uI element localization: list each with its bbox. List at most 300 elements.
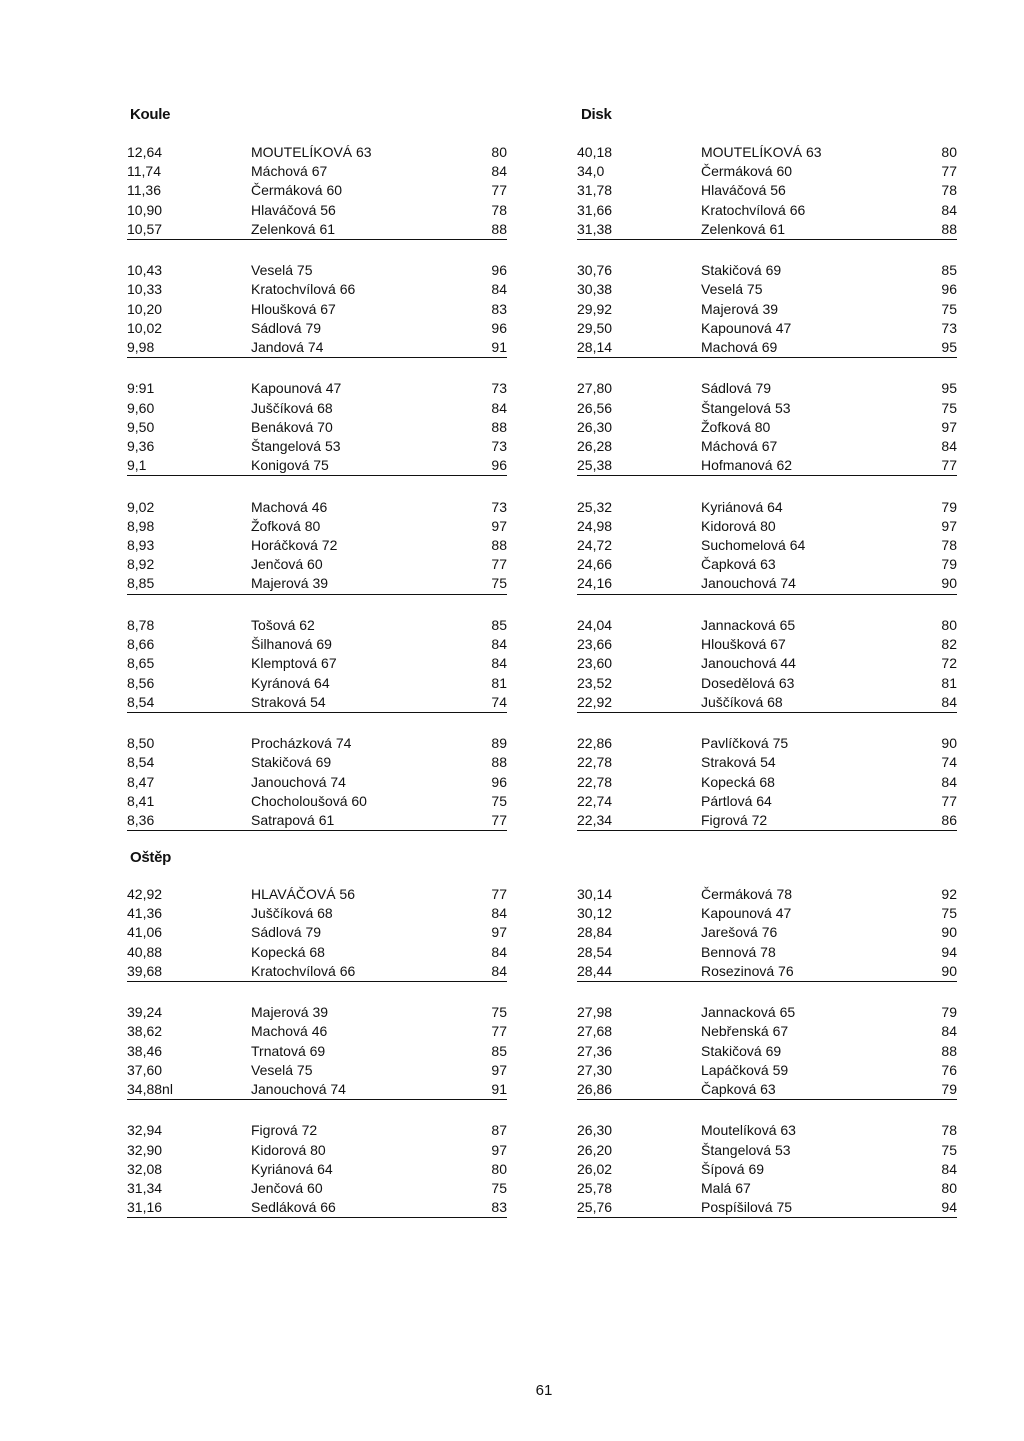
result-row (127, 1179, 507, 1198)
result-row (577, 418, 957, 437)
athlete-name: Stakičová 69 (701, 262, 782, 279)
score-value: 84 (941, 773, 957, 790)
result-row (577, 943, 957, 962)
result-row (127, 220, 507, 240)
result-row (577, 300, 957, 319)
result-row (577, 1141, 957, 1160)
result-row (577, 674, 957, 693)
result-row (127, 379, 507, 398)
athlete-name: Straková 54 (251, 693, 326, 710)
result-row (127, 693, 507, 713)
athlete-name: Majerová 39 (251, 1004, 329, 1021)
athlete-name: Čapková 63 (701, 1080, 776, 1097)
score-value: 80 (941, 144, 957, 160)
score-value: 79 (941, 1080, 957, 1097)
result-value: 24,16 (577, 575, 613, 592)
result-row (577, 1160, 957, 1179)
result-value: 22,92 (577, 693, 613, 710)
result-value: 34,0 (577, 163, 605, 180)
score-value: 97 (941, 517, 957, 534)
athlete-name: Šilhanová 69 (251, 636, 332, 653)
result-row (577, 261, 957, 280)
result-row (127, 498, 507, 517)
result-row (127, 399, 507, 418)
result-row (127, 555, 507, 574)
result-row (127, 517, 507, 536)
athlete-name: Pártlová 64 (701, 792, 772, 809)
result-value: 31,34 (127, 1180, 163, 1197)
athlete-name: Jannacková 65 (701, 1004, 796, 1021)
result-value: 32,08 (127, 1160, 163, 1177)
koule-results-table (127, 143, 507, 831)
score-value: 88 (941, 220, 957, 237)
score-value: 84 (491, 163, 507, 180)
result-group (127, 616, 507, 713)
athlete-name: Pavlíčková 75 (701, 735, 789, 752)
result-row (577, 437, 957, 456)
result-row (577, 517, 957, 536)
result-row (577, 734, 957, 753)
athlete-name: Majerová 39 (251, 575, 329, 592)
athlete-name: Stakičová 69 (251, 754, 332, 771)
athlete-name: Chocholoušová 60 (251, 792, 367, 809)
athlete-name: Horáčková 72 (251, 537, 338, 554)
result-value: 30,14 (577, 886, 613, 902)
result-value: 26,86 (577, 1080, 613, 1097)
result-value: 25,32 (577, 498, 613, 515)
athlete-name: Benáková 70 (251, 418, 333, 435)
result-row (577, 201, 957, 220)
result-row (127, 962, 507, 982)
result-value: 11,36 (127, 182, 161, 199)
result-value: 10,02 (127, 319, 163, 336)
result-value: 28,54 (577, 943, 613, 960)
score-value: 90 (941, 735, 957, 752)
athlete-name: Kopecká 68 (701, 773, 775, 790)
result-row (127, 1121, 507, 1140)
result-row (577, 1042, 957, 1061)
score-value: 73 (491, 380, 507, 397)
score-value: 84 (491, 655, 507, 672)
result-row (577, 319, 957, 338)
result-row (577, 773, 957, 792)
athlete-name: Janouchová 74 (701, 575, 796, 592)
result-value: 31,66 (577, 201, 613, 218)
result-value: 23,60 (577, 655, 613, 672)
result-value: 8,65 (127, 655, 155, 672)
result-row (127, 734, 507, 753)
athlete-name: Veselá 75 (251, 262, 313, 279)
result-row (127, 1061, 507, 1080)
result-value: 26,30 (577, 1122, 613, 1139)
athlete-name: Štangelová 53 (251, 438, 341, 455)
result-value: 10,90 (127, 201, 163, 218)
score-value: 97 (491, 1141, 507, 1158)
result-row (127, 280, 507, 299)
athlete-name: Kidorová 80 (701, 517, 776, 534)
athlete-name: MOUTELÍKOVÁ 63 (251, 144, 372, 160)
score-value: 74 (491, 693, 507, 710)
result-value: 9,1 (127, 457, 147, 474)
athlete-name: Rosezinová 76 (701, 962, 794, 979)
result-group (127, 143, 507, 240)
athlete-name: Figrová 72 (251, 1122, 318, 1139)
result-value: 27,68 (577, 1023, 613, 1040)
score-value: 94 (941, 943, 957, 960)
result-value: 39,68 (127, 962, 163, 979)
score-value: 77 (491, 811, 507, 828)
result-row (577, 1022, 957, 1041)
result-row (577, 1198, 957, 1218)
score-value: 73 (491, 498, 507, 515)
score-value: 75 (941, 399, 957, 416)
score-value: 84 (491, 962, 507, 979)
score-value: 80 (491, 144, 507, 160)
result-row (577, 379, 957, 398)
score-value: 84 (941, 1160, 957, 1177)
result-row (127, 1141, 507, 1160)
result-value: 29,92 (577, 300, 613, 317)
result-value: 26,56 (577, 399, 613, 416)
score-value: 75 (941, 1141, 957, 1158)
result-row (127, 456, 507, 476)
score-value: 77 (491, 556, 507, 573)
result-group (577, 498, 957, 595)
result-value: 10,20 (127, 300, 163, 317)
result-group (577, 1121, 957, 1218)
result-value: 32,94 (127, 1122, 163, 1139)
result-row (577, 456, 957, 476)
score-value: 90 (941, 575, 957, 592)
result-row (127, 574, 507, 594)
page-number: 61 (535, 1382, 553, 1399)
result-row (127, 143, 507, 162)
score-value: 87 (491, 1122, 507, 1139)
athlete-name: Kratochvílová 66 (251, 962, 356, 979)
result-row (127, 319, 507, 338)
result-value: 8,36 (127, 811, 155, 828)
athlete-name: Janouchová 74 (251, 773, 346, 790)
athlete-name: Čermáková 60 (251, 182, 343, 199)
result-value: 8,85 (127, 575, 155, 592)
result-value: 22,78 (577, 754, 613, 771)
heading-ostep: Oštěp (130, 849, 172, 866)
score-value: 75 (491, 1004, 507, 1021)
result-value: 26,02 (577, 1160, 613, 1177)
result-row (127, 437, 507, 456)
result-value: 8,98 (127, 517, 155, 534)
score-value: 83 (491, 300, 507, 317)
result-row (577, 885, 957, 904)
result-row (127, 811, 507, 831)
score-value: 75 (941, 300, 957, 317)
result-row (577, 1179, 957, 1198)
result-row (577, 1121, 957, 1140)
score-value: 96 (491, 262, 507, 279)
ostep-results-table-left (127, 885, 507, 1218)
score-value: 75 (491, 575, 507, 592)
athlete-name: Figrová 72 (701, 811, 768, 828)
score-value: 84 (941, 201, 957, 218)
result-row (127, 792, 507, 811)
athlete-name: Zelenková 61 (251, 220, 336, 237)
athlete-name: Štangelová 53 (701, 1141, 791, 1158)
result-value: 25,76 (577, 1199, 613, 1216)
score-value: 88 (941, 1042, 957, 1059)
result-value: 24,72 (577, 537, 613, 554)
athlete-name: Máchová 67 (251, 163, 328, 180)
score-value: 84 (941, 438, 957, 455)
result-value: 28,44 (577, 962, 613, 979)
result-value: 38,46 (127, 1042, 163, 1059)
athlete-name: Sádlová 79 (251, 924, 322, 941)
result-row (577, 536, 957, 555)
result-row (577, 693, 957, 713)
result-value: 8,50 (127, 735, 155, 752)
score-value: 96 (491, 457, 507, 474)
result-value: 27,80 (577, 380, 613, 397)
heading-disk: Disk (581, 106, 612, 123)
athlete-name: Jandová 74 (251, 338, 324, 355)
score-value: 91 (491, 1080, 507, 1097)
score-value: 72 (941, 655, 957, 672)
result-value: 28,84 (577, 924, 613, 941)
result-value: 9,60 (127, 399, 155, 416)
heading-koule: Koule (130, 106, 171, 123)
result-value: 22,78 (577, 773, 613, 790)
result-value: 32,90 (127, 1141, 163, 1158)
result-group (127, 1003, 507, 1100)
result-row (127, 654, 507, 673)
result-group (577, 261, 957, 358)
result-value: 27,36 (577, 1042, 613, 1059)
score-value: 90 (941, 924, 957, 941)
athlete-name: Hlaváčová 56 (251, 201, 336, 218)
athlete-name: Jarešová 76 (701, 924, 778, 941)
score-value: 80 (491, 1160, 507, 1177)
score-value: 96 (491, 319, 507, 336)
result-group (127, 498, 507, 595)
score-value: 97 (491, 517, 507, 534)
athlete-name: Satrapová 61 (251, 811, 335, 828)
athlete-name: Nebřenská 67 (701, 1023, 789, 1040)
athlete-name: Kyriánová 64 (701, 498, 783, 515)
result-row (127, 201, 507, 220)
result-value: 30,38 (577, 281, 613, 298)
score-value: 79 (941, 556, 957, 573)
result-value: 26,28 (577, 438, 613, 455)
result-row (127, 923, 507, 942)
result-row (577, 753, 957, 772)
score-value: 97 (491, 1061, 507, 1078)
athlete-name: Kratochvílová 66 (251, 281, 356, 298)
result-value: 8,47 (127, 773, 155, 790)
result-value: 10,33 (127, 281, 163, 298)
result-row (577, 962, 957, 982)
athlete-name: Kyránová 64 (251, 674, 330, 691)
result-row (127, 338, 507, 358)
result-group (127, 885, 507, 982)
result-value: 42,92 (127, 886, 163, 902)
score-value: 78 (941, 1122, 957, 1139)
result-value: 25,78 (577, 1180, 613, 1197)
result-value: 9:91 (127, 380, 155, 397)
result-row (127, 536, 507, 555)
result-row (577, 654, 957, 673)
result-value: 8,54 (127, 693, 155, 710)
athlete-name: Juščíková 68 (251, 905, 333, 922)
score-value: 84 (941, 693, 957, 710)
athlete-name: Malá 67 (701, 1180, 751, 1197)
result-value: 27,98 (577, 1004, 613, 1021)
athlete-name: Machová 69 (701, 338, 778, 355)
score-value: 74 (941, 754, 957, 771)
result-value: 8,93 (127, 537, 155, 554)
athlete-name: Moutelíková 63 (701, 1122, 796, 1139)
result-value: 27,30 (577, 1061, 613, 1078)
result-value: 26,20 (577, 1141, 613, 1158)
result-value: 8,54 (127, 754, 155, 771)
result-row (577, 616, 957, 635)
result-row (127, 904, 507, 923)
athlete-name: Čermáková 78 (701, 886, 793, 902)
score-value: 75 (491, 1180, 507, 1197)
athlete-name: Hloušková 67 (701, 636, 786, 653)
athlete-name: Šípová 69 (701, 1160, 765, 1177)
result-row (577, 574, 957, 594)
result-value: 22,74 (577, 792, 613, 809)
result-row (127, 635, 507, 654)
result-row (127, 1003, 507, 1022)
result-value: 31,16 (127, 1199, 163, 1216)
result-value: 23,66 (577, 636, 613, 653)
result-value: 12,64 (127, 144, 163, 160)
disk-results-table (577, 143, 957, 831)
score-value: 91 (491, 338, 507, 355)
athlete-name: Machová 46 (251, 1023, 328, 1040)
score-value: 77 (941, 163, 957, 180)
result-row (577, 181, 957, 200)
athlete-name: Konigová 75 (251, 457, 329, 474)
result-row (577, 498, 957, 517)
score-value: 77 (491, 886, 507, 902)
result-row (127, 1022, 507, 1041)
score-value: 76 (941, 1061, 957, 1078)
score-value: 88 (491, 754, 507, 771)
score-value: 82 (941, 636, 957, 653)
score-value: 89 (491, 735, 507, 752)
result-row (127, 674, 507, 693)
result-value: 24,66 (577, 556, 613, 573)
athlete-name: MOUTELÍKOVÁ 63 (701, 144, 822, 160)
result-row (127, 1160, 507, 1179)
result-value: 37,60 (127, 1061, 163, 1078)
athlete-name: Jenčová 60 (251, 556, 323, 573)
result-row (577, 220, 957, 240)
result-row (127, 943, 507, 962)
result-group (577, 379, 957, 476)
athlete-name: Suchomelová 64 (701, 537, 806, 554)
result-row (127, 1198, 507, 1218)
result-row (127, 1080, 507, 1100)
score-value: 84 (491, 943, 507, 960)
score-value: 97 (491, 924, 507, 941)
result-value: 24,04 (577, 616, 613, 633)
athlete-name: Kopecká 68 (251, 943, 325, 960)
athlete-name: Bennová 78 (701, 943, 776, 960)
athlete-name: Pospíšilová 75 (701, 1199, 793, 1216)
result-row (577, 1080, 957, 1100)
result-value: 25,38 (577, 457, 613, 474)
result-row (577, 811, 957, 831)
score-value: 84 (941, 1023, 957, 1040)
result-group (577, 616, 957, 713)
athlete-name: Zelenková 61 (701, 220, 786, 237)
athlete-name: Čapková 63 (701, 556, 776, 573)
score-value: 79 (941, 498, 957, 515)
result-value: 9,36 (127, 438, 155, 455)
score-value: 95 (941, 338, 957, 355)
athlete-name: Stakičová 69 (701, 1042, 782, 1059)
result-row (127, 616, 507, 635)
result-value: 9,02 (127, 498, 155, 515)
score-value: 85 (941, 262, 957, 279)
score-value: 77 (491, 1023, 507, 1040)
result-value: 10,57 (127, 220, 163, 237)
athlete-name: Sádlová 79 (251, 319, 322, 336)
score-value: 81 (941, 674, 957, 691)
result-value: 8,56 (127, 674, 155, 691)
score-value: 83 (491, 1199, 507, 1216)
score-value: 77 (491, 182, 507, 199)
result-value: 22,86 (577, 735, 613, 752)
result-value: 38,62 (127, 1023, 163, 1040)
athlete-name: Jenčová 60 (251, 1180, 323, 1197)
result-value: 31,38 (577, 220, 613, 237)
athlete-name: Štangelová 53 (701, 399, 791, 416)
athlete-name: Jannacková 65 (701, 616, 796, 633)
score-value: 77 (941, 792, 957, 809)
athlete-name: Lapáčková 59 (701, 1061, 789, 1078)
result-group (577, 1003, 957, 1100)
score-value: 80 (941, 1180, 957, 1197)
result-group (127, 261, 507, 358)
result-value: 41,36 (127, 905, 163, 922)
result-group (577, 885, 957, 982)
athlete-name: Kapounová 47 (701, 319, 792, 336)
score-value: 77 (941, 457, 957, 474)
athlete-name: Kapounová 47 (251, 380, 342, 397)
result-value: 9,50 (127, 418, 155, 435)
score-value: 78 (941, 182, 957, 199)
result-value: 9,98 (127, 338, 155, 355)
athlete-name: Kratochvílová 66 (701, 201, 806, 218)
result-row (577, 338, 957, 358)
ostep-results-table-right (577, 885, 957, 1218)
score-value: 81 (491, 674, 507, 691)
athlete-name: Dosedělová 63 (701, 674, 795, 691)
score-value: 88 (491, 418, 507, 435)
score-value: 78 (941, 537, 957, 554)
score-value: 88 (491, 220, 507, 237)
athlete-name: HLAVÁČOVÁ 56 (251, 886, 356, 902)
result-row (577, 162, 957, 181)
score-value: 85 (491, 616, 507, 633)
score-value: 73 (491, 438, 507, 455)
result-value: 10,43 (127, 262, 163, 279)
result-value: 40,18 (577, 144, 613, 160)
result-value: 30,12 (577, 905, 613, 922)
